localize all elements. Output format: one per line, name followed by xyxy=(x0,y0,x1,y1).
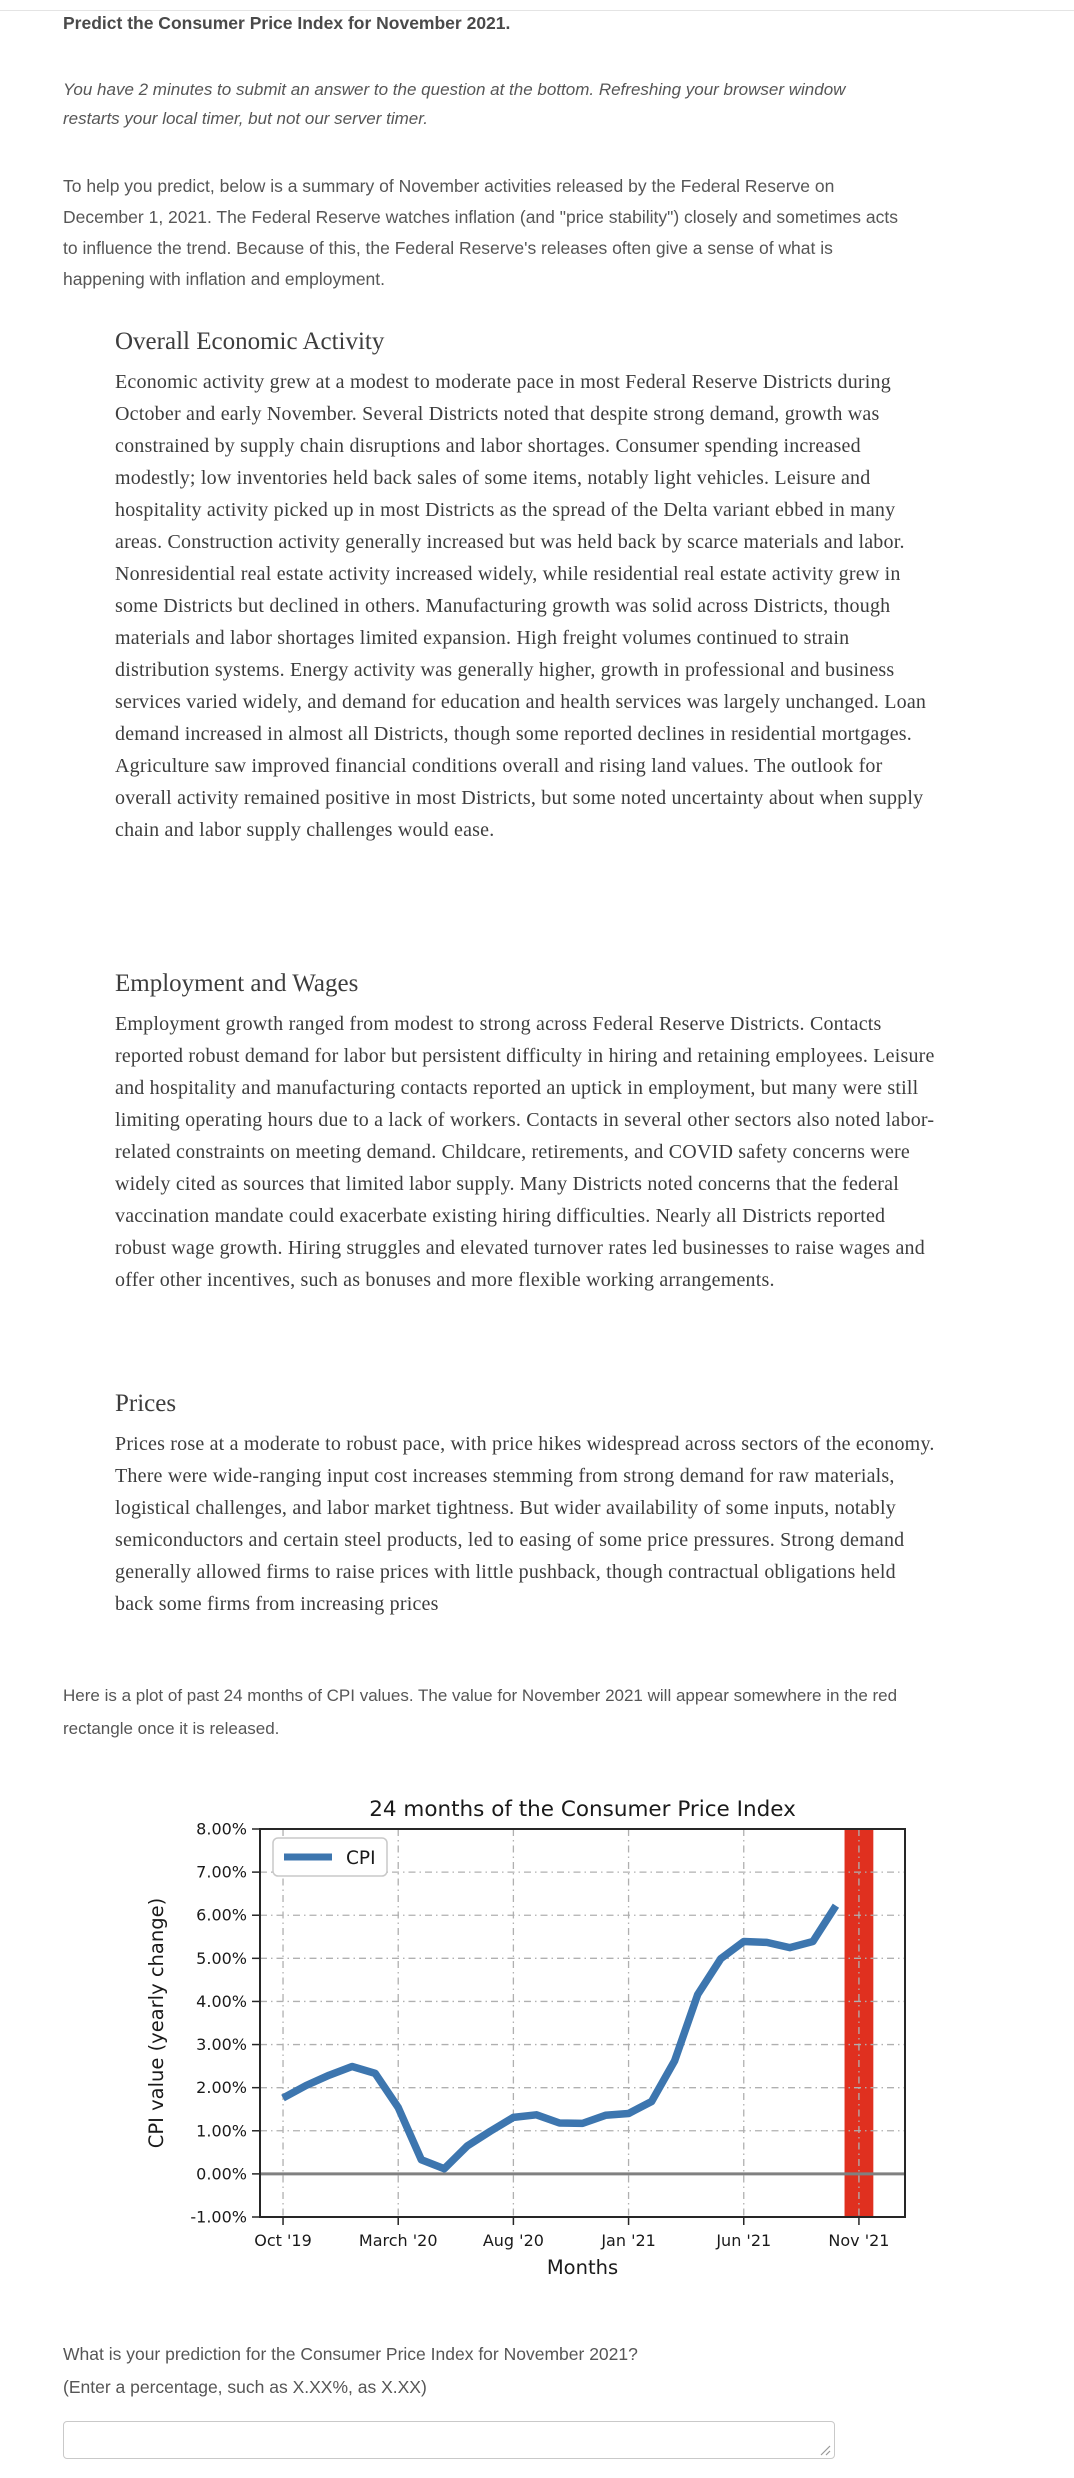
y-tick-label: 2.00% xyxy=(196,2078,247,2098)
prediction-question xyxy=(63,2338,983,2404)
x-tick-label: March '20 xyxy=(358,2231,438,2250)
section-prices xyxy=(115,1390,935,1620)
legend-label: CPI xyxy=(346,1848,376,1869)
y-tick-label: 6.00% xyxy=(196,1905,247,1925)
x-tick-label: Oct '19 xyxy=(254,2231,312,2250)
y-tick-label: 8.00% xyxy=(196,1819,247,1839)
question-line-2: (Enter a percentage, such as X.XX%, as X.XX) xyxy=(63,2377,427,2397)
section-body: Employment growth ranged from modest to strong across Federal Reserve Districts. Contacts reported robust demand for labor but persistent difficulty in hiring and retaining employees. Leisure and hospitality and manufacturing contacts reported an uptick in employment, but many were still limiting operating hours due to a lack of workers. Contacts in several other sectors also noted labor-related constraints on meeting demand. Childcare, retirements, and COVID safety concerns were widely cited as sources that limited labor supply. Many Districts noted concerns that the federal vaccination mandate could exacerbate existing hiring difficulties. Nearly all Districts reported robust wage growth. Hiring struggles and elevated turnover rates led businesses to raise wages and offer other incentives, such as bonuses and more flexible working arrangements. xyxy=(115,1013,935,1291)
y-tick-label: 5.00% xyxy=(196,1948,247,1968)
timer-note: You have 2 minutes to submit an answer to the question at the bottom. Refreshing your browser window restarts your local timer, but not our server timer. xyxy=(63,80,846,128)
y-axis-label: CPI value (yearly change) xyxy=(145,1897,168,2149)
x-tick-label: Nov '21 xyxy=(828,2231,890,2250)
section-heading: Employment and Wages xyxy=(115,970,359,997)
top-divider xyxy=(0,10,1074,11)
section-body: Prices rose at a moderate to robust pace, with price hikes widespread across sectors of the economy. There were wide-ranging input cost increases stemming from strong demand for raw materials, logistical challenges, and labor market tightness. But wider availability of some inputs, notably semiconductors and certain steel products, led to easing of some price pressures. Strong demand generally allowed firms to raise prices with little pushback, though contractual obligations held back some firms from increasing prices xyxy=(115,1433,935,1615)
nov-21-highlight-bar xyxy=(845,1829,874,2217)
section-overall-economic-activity xyxy=(115,328,935,846)
x-tick-label: Jan '21 xyxy=(601,2231,656,2250)
x-axis-label: Months xyxy=(546,2256,619,2279)
y-tick-label: 1.00% xyxy=(196,2121,247,2141)
section-employment-and-wages xyxy=(115,970,935,1296)
y-tick-label: 3.00% xyxy=(196,2035,247,2055)
x-tick-label: Aug '20 xyxy=(482,2231,544,2250)
y-tick-label: -1.00% xyxy=(190,2207,247,2227)
section-body: Economic activity grew at a modest to moderate pace in most Federal Reserve Districts during October and early November. Several Districts noted that despite strong demand, growth was constrained by supply chain disruptions and labor shortages. Consumer spending increased modestly; low inventories held back sales of some items, notably light vehicles. Leisure and hospitality activity picked up in most Districts as the spread of the Delta variant ebbed in many areas. Construction activity generally increased but was held back by scarce materials and labor. Nonresidential real estate activity increased widely, while residential real estate activity grew in some Districts but declined in others. Manufacturing growth was solid across Districts, though materials and labor shortages limited expansion. High freight volumes continued to strain distribution systems. Energy activity was generally higher, growth in professional and business services varied widely, and demand for education and health services was largely unchanged. Loan demand increased in almost all Districts, though some reported declines in residential mortgages. Agriculture saw improved financial conditions overall and rising land values. The outlook for overall activity remained positive in most Districts, but some noted uncertainty about when supply chain and labor supply challenges would ease. xyxy=(115,371,927,841)
textarea-resize-handle-icon[interactable] xyxy=(818,2443,831,2456)
plot-note: Here is a plot of past 24 months of CPI values. The value for November 2021 will appear somewhere in the red rectangle once it is released. xyxy=(63,1686,898,1738)
prediction-answer-input[interactable] xyxy=(63,2421,835,2459)
section-heading: Prices xyxy=(115,1390,177,1417)
intro-paragraph: To help you predict, below is a summary of November activities released by the Federal Reserve on December 1, 2021. The Federal Reserve watches inflation (and "price stability") closely and sometimes acts to influence the trend. Because of this, the Federal Reserve's releases often give a sense of what is happening with inflation and employment. xyxy=(63,176,898,289)
page-title: Predict the Consumer Price Index for November 2021. xyxy=(63,13,511,33)
y-tick-label: 4.00% xyxy=(196,1991,247,2011)
cpi-line-chart xyxy=(63,1782,993,2292)
cpi-chart-figure xyxy=(63,1782,993,2292)
y-tick-label: 0.00% xyxy=(196,2164,247,2184)
section-heading: Overall Economic Activity xyxy=(115,328,385,355)
question-line-1: What is your prediction for the Consumer Price Index for November 2021? xyxy=(63,2344,638,2364)
y-tick-label: 7.00% xyxy=(196,1862,247,1882)
x-tick-label: Jun '21 xyxy=(716,2231,772,2250)
chart-title: 24 months of the Consumer Price Index xyxy=(369,1797,796,1822)
